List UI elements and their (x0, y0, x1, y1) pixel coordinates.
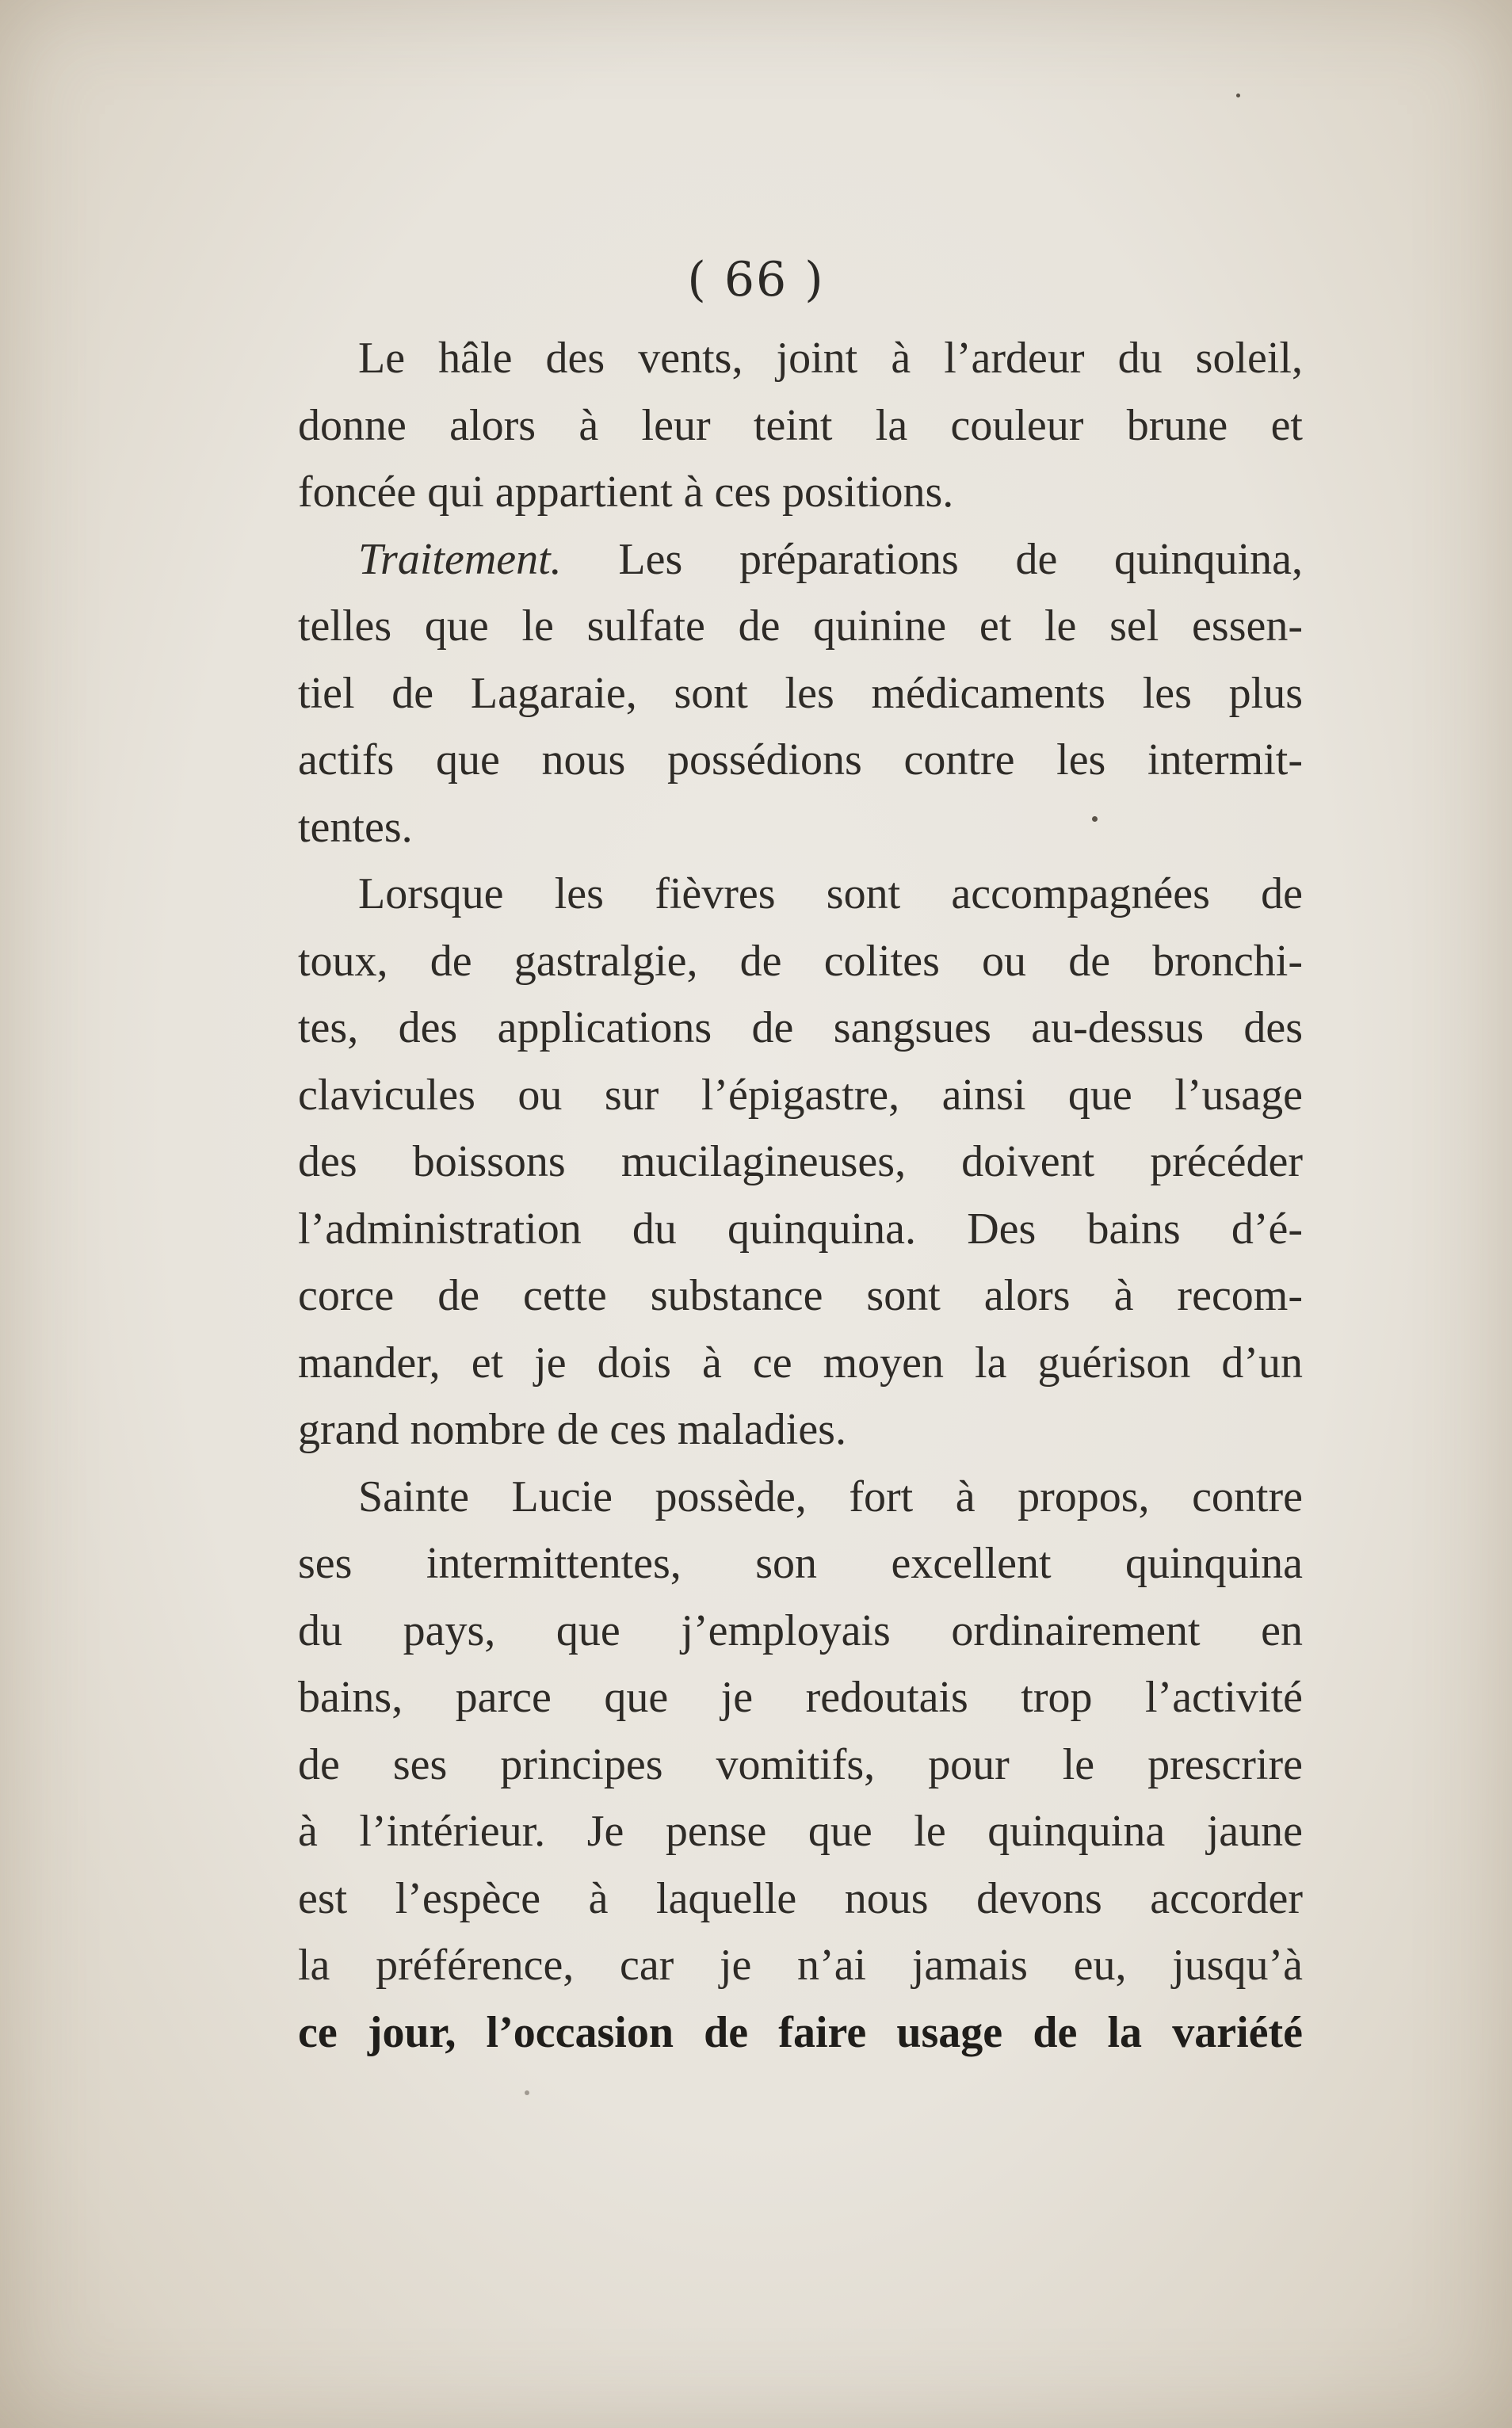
text-line: l’administration du quinquina. Des bains d’é- (298, 1204, 1303, 1254)
text-line: tes, des applications de sangsues au-dessus des (298, 1003, 1303, 1052)
text-line (298, 526, 1303, 594)
text-line: donne alors à leur teint la couleur brune et (298, 400, 1303, 450)
text-line: tentes. (298, 802, 413, 852)
text-line: mander, et je dois à ce moyen la guérison d’un (298, 1338, 1303, 1388)
text-line: ce jour, l’occasion de faire usage de la variété (298, 2007, 1303, 2057)
text-line: grand nombre de ces maladies. (298, 1405, 846, 1454)
text-line: est l’espèce à laquelle nous devons accorder (298, 1873, 1303, 1923)
text-line: à l’intérieur. Je pense que le quinquina jaune (298, 1807, 1303, 1856)
text-line: bains, parce que je redoutais trop l’activité (298, 1673, 1303, 1722)
text-line: du pays, que j’employais ordinairement en (298, 1605, 1303, 1655)
body-text (298, 325, 1303, 2066)
text-line: Sainte Lucie possède, fort à propos, contre (358, 1472, 1303, 1521)
text-line: de ses principes vomitifs, pour le prescrire (298, 1739, 1303, 1789)
text-line: la préférence, car je n’ai jamais eu, jusqu’à (298, 1941, 1303, 1990)
text-line: actifs que nous possédions contre les intermit- (298, 735, 1303, 785)
text-line: corce de cette substance sont alors à recom- (298, 1271, 1303, 1320)
text-line: toux, de gastralgie, de colites ou de bronchi- (298, 936, 1303, 986)
text-line: clavicules ou sur l’épigastre, ainsi que l’usage (298, 1070, 1303, 1120)
section-lead: Traitement. (358, 534, 562, 584)
page-number: ( 66 ) (687, 252, 825, 307)
text-line: telles que le sulfate de quinine et le sel essen- (298, 601, 1303, 651)
text-line: Lorsque les fièvres sont accompagnées de (358, 869, 1303, 918)
text-line: Le hâle des vents, joint à l’ardeur du soleil, (358, 334, 1303, 383)
ink-speck (525, 2090, 529, 2095)
text-line: tiel de Lagaraie, sont les médicaments les plus (298, 668, 1303, 718)
text-line: ses intermittentes, son excellent quinquina (298, 1539, 1303, 1588)
text-line-rest: Les préparations de quinquina, (561, 534, 1303, 584)
text-line: des boissons mucilagineuses, doivent précéder (298, 1137, 1303, 1186)
text-line: foncée qui appartient à ces positions. (298, 468, 954, 517)
ink-speck (1236, 94, 1240, 97)
